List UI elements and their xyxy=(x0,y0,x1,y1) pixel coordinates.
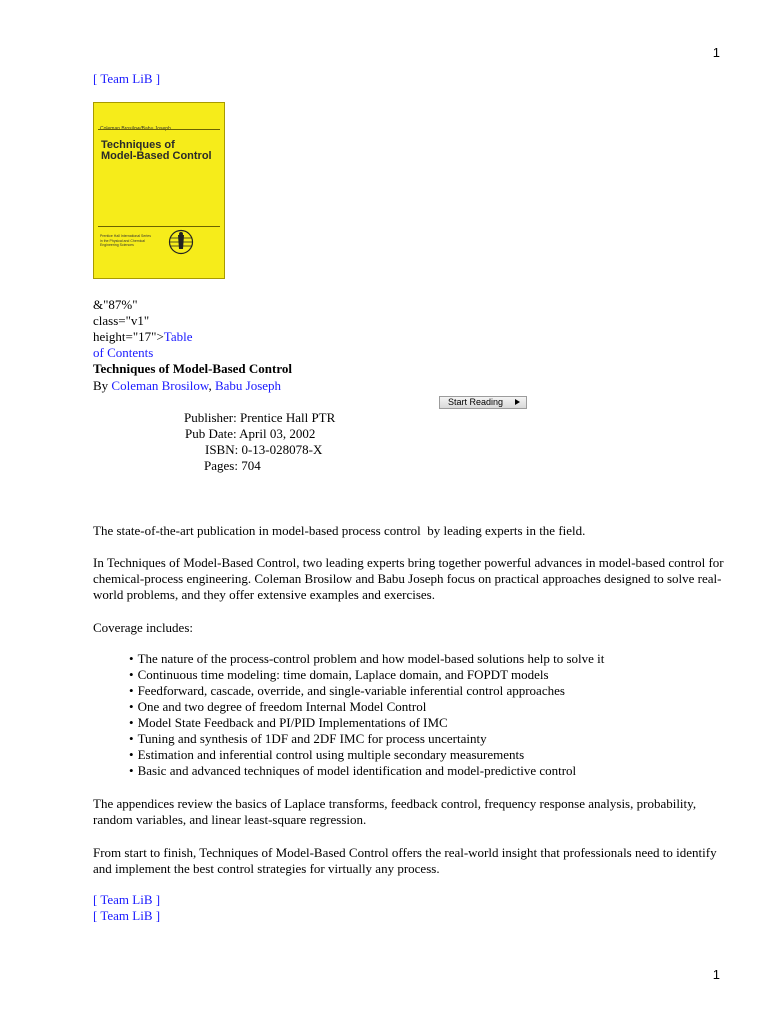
cover-series-line: Engineering Sciences xyxy=(100,243,134,247)
bullet-icon: • xyxy=(129,763,134,778)
bullet-icon: • xyxy=(129,667,134,682)
coverage-list-item xyxy=(129,731,604,747)
coverage-list xyxy=(129,651,604,779)
cover-divider-top xyxy=(98,129,220,130)
page-number-bottom: 1 xyxy=(712,967,720,982)
bullet-icon: • xyxy=(129,651,134,666)
bullet-icon: • xyxy=(129,699,134,714)
pub-date-info: Pub Date: April 03, 2002 xyxy=(185,426,316,441)
coverage-item-text: Basic and advanced techniques of model identification and model-predictive control xyxy=(137,763,577,778)
play-arrow-icon xyxy=(515,399,520,405)
coverage-item-text: One and two degree of freedom Internal Model Control xyxy=(137,699,427,714)
coverage-heading: Coverage includes: xyxy=(93,620,193,635)
coverage-item-text: Continuous time modeling: time domain, Laplace domain, and FOPDT models xyxy=(137,667,549,682)
pages-info: Pages: 704 xyxy=(204,458,261,473)
coverage-list-item xyxy=(129,683,604,699)
cover-title-line1: Techniques of xyxy=(101,139,175,151)
tagline-paragraph: The state-of-the-art publication in model-based process control by leading experts in the field. xyxy=(93,523,586,538)
bullet-icon: • xyxy=(129,731,134,746)
book-authors xyxy=(93,378,281,394)
bullet-icon: • xyxy=(129,747,134,762)
coverage-item-text: Feedforward, cascade, override, and single-variable inferential control approaches xyxy=(137,683,565,698)
cover-series-text xyxy=(100,234,160,248)
publisher-logo-icon xyxy=(168,229,194,255)
cover-series-line: in the Physical and Chemical xyxy=(100,238,145,243)
stray-markup-line2: class="v1" xyxy=(93,313,150,328)
closing-paragraph: From start to finish, Techniques of Model-Based Control offers the real-world insight that professionals need to identify and implement the best control strategies for virtually any process. xyxy=(93,845,717,876)
coverage-list-item xyxy=(129,715,604,731)
table-of-contents-link-cont[interactable]: of Contents xyxy=(93,345,154,360)
cover-title xyxy=(101,140,212,162)
start-reading-button[interactable] xyxy=(439,396,527,409)
by-label: By xyxy=(93,378,112,393)
cover-title-line2: Model-Based Control xyxy=(101,150,212,162)
coverage-item-text: The nature of the process-control problem and how model-based solutions help to solve it xyxy=(137,651,605,666)
page-number-top: 1 xyxy=(712,45,720,60)
bullet-icon: • xyxy=(129,683,134,698)
author-link-brosilow[interactable]: Coleman Brosilow xyxy=(111,378,209,393)
stray-markup-prefix: height="17"> xyxy=(93,329,164,344)
coverage-item-text: Model State Feedback and PI/PID Implementations of IMC xyxy=(137,715,448,730)
start-reading-label: Start Reading xyxy=(448,397,504,407)
coverage-list-item xyxy=(129,747,604,763)
coverage-item-text: Estimation and inferential control using multiple secondary measurements xyxy=(137,747,525,762)
book-title: Techniques of Model-Based Control xyxy=(93,361,292,376)
cover-series-line: Prentice Hall International Series xyxy=(100,234,151,238)
intro-paragraph: In Techniques of Model-Based Control, two leading experts bring together powerful advances in model-based control for chemical-process engineering. Coleman Brosilow and Babu Joseph focus on practical approaches designed to solve real-world problems, and they offer extensive examples and exercises. xyxy=(93,555,724,602)
coverage-list-item xyxy=(129,667,604,683)
stray-markup-line1: &"87%" xyxy=(93,297,138,312)
table-of-contents-link[interactable]: Table xyxy=(163,329,193,344)
bullet-icon: • xyxy=(129,715,134,730)
coverage-item-text: Tuning and synthesis of 1DF and 2DF IMC for process uncertainty xyxy=(137,731,487,746)
stray-markup-line3 xyxy=(93,329,192,345)
publisher-info: Publisher: Prentice Hall PTR xyxy=(184,410,336,425)
coverage-list-item xyxy=(129,699,604,715)
appendices-paragraph: The appendices review the basics of Laplace transforms, feedback control, frequency response analysis, probability, random variables, and linear least-square regression. xyxy=(93,796,697,827)
team-lib-link-bottom-1[interactable]: [ Team LiB ] xyxy=(93,892,161,907)
author-link-joseph[interactable]: Babu Joseph xyxy=(214,378,282,393)
book-cover-image xyxy=(93,102,225,279)
isbn-info: ISBN: 0-13-028078-X xyxy=(205,442,323,457)
author-separator: , xyxy=(208,378,215,393)
coverage-list-item xyxy=(129,763,604,779)
team-lib-link-top[interactable]: [ Team LiB ] xyxy=(93,71,161,86)
cover-divider-bottom xyxy=(98,226,220,227)
team-lib-link-bottom-2[interactable]: [ Team LiB ] xyxy=(93,908,161,923)
coverage-list-item xyxy=(129,651,604,667)
